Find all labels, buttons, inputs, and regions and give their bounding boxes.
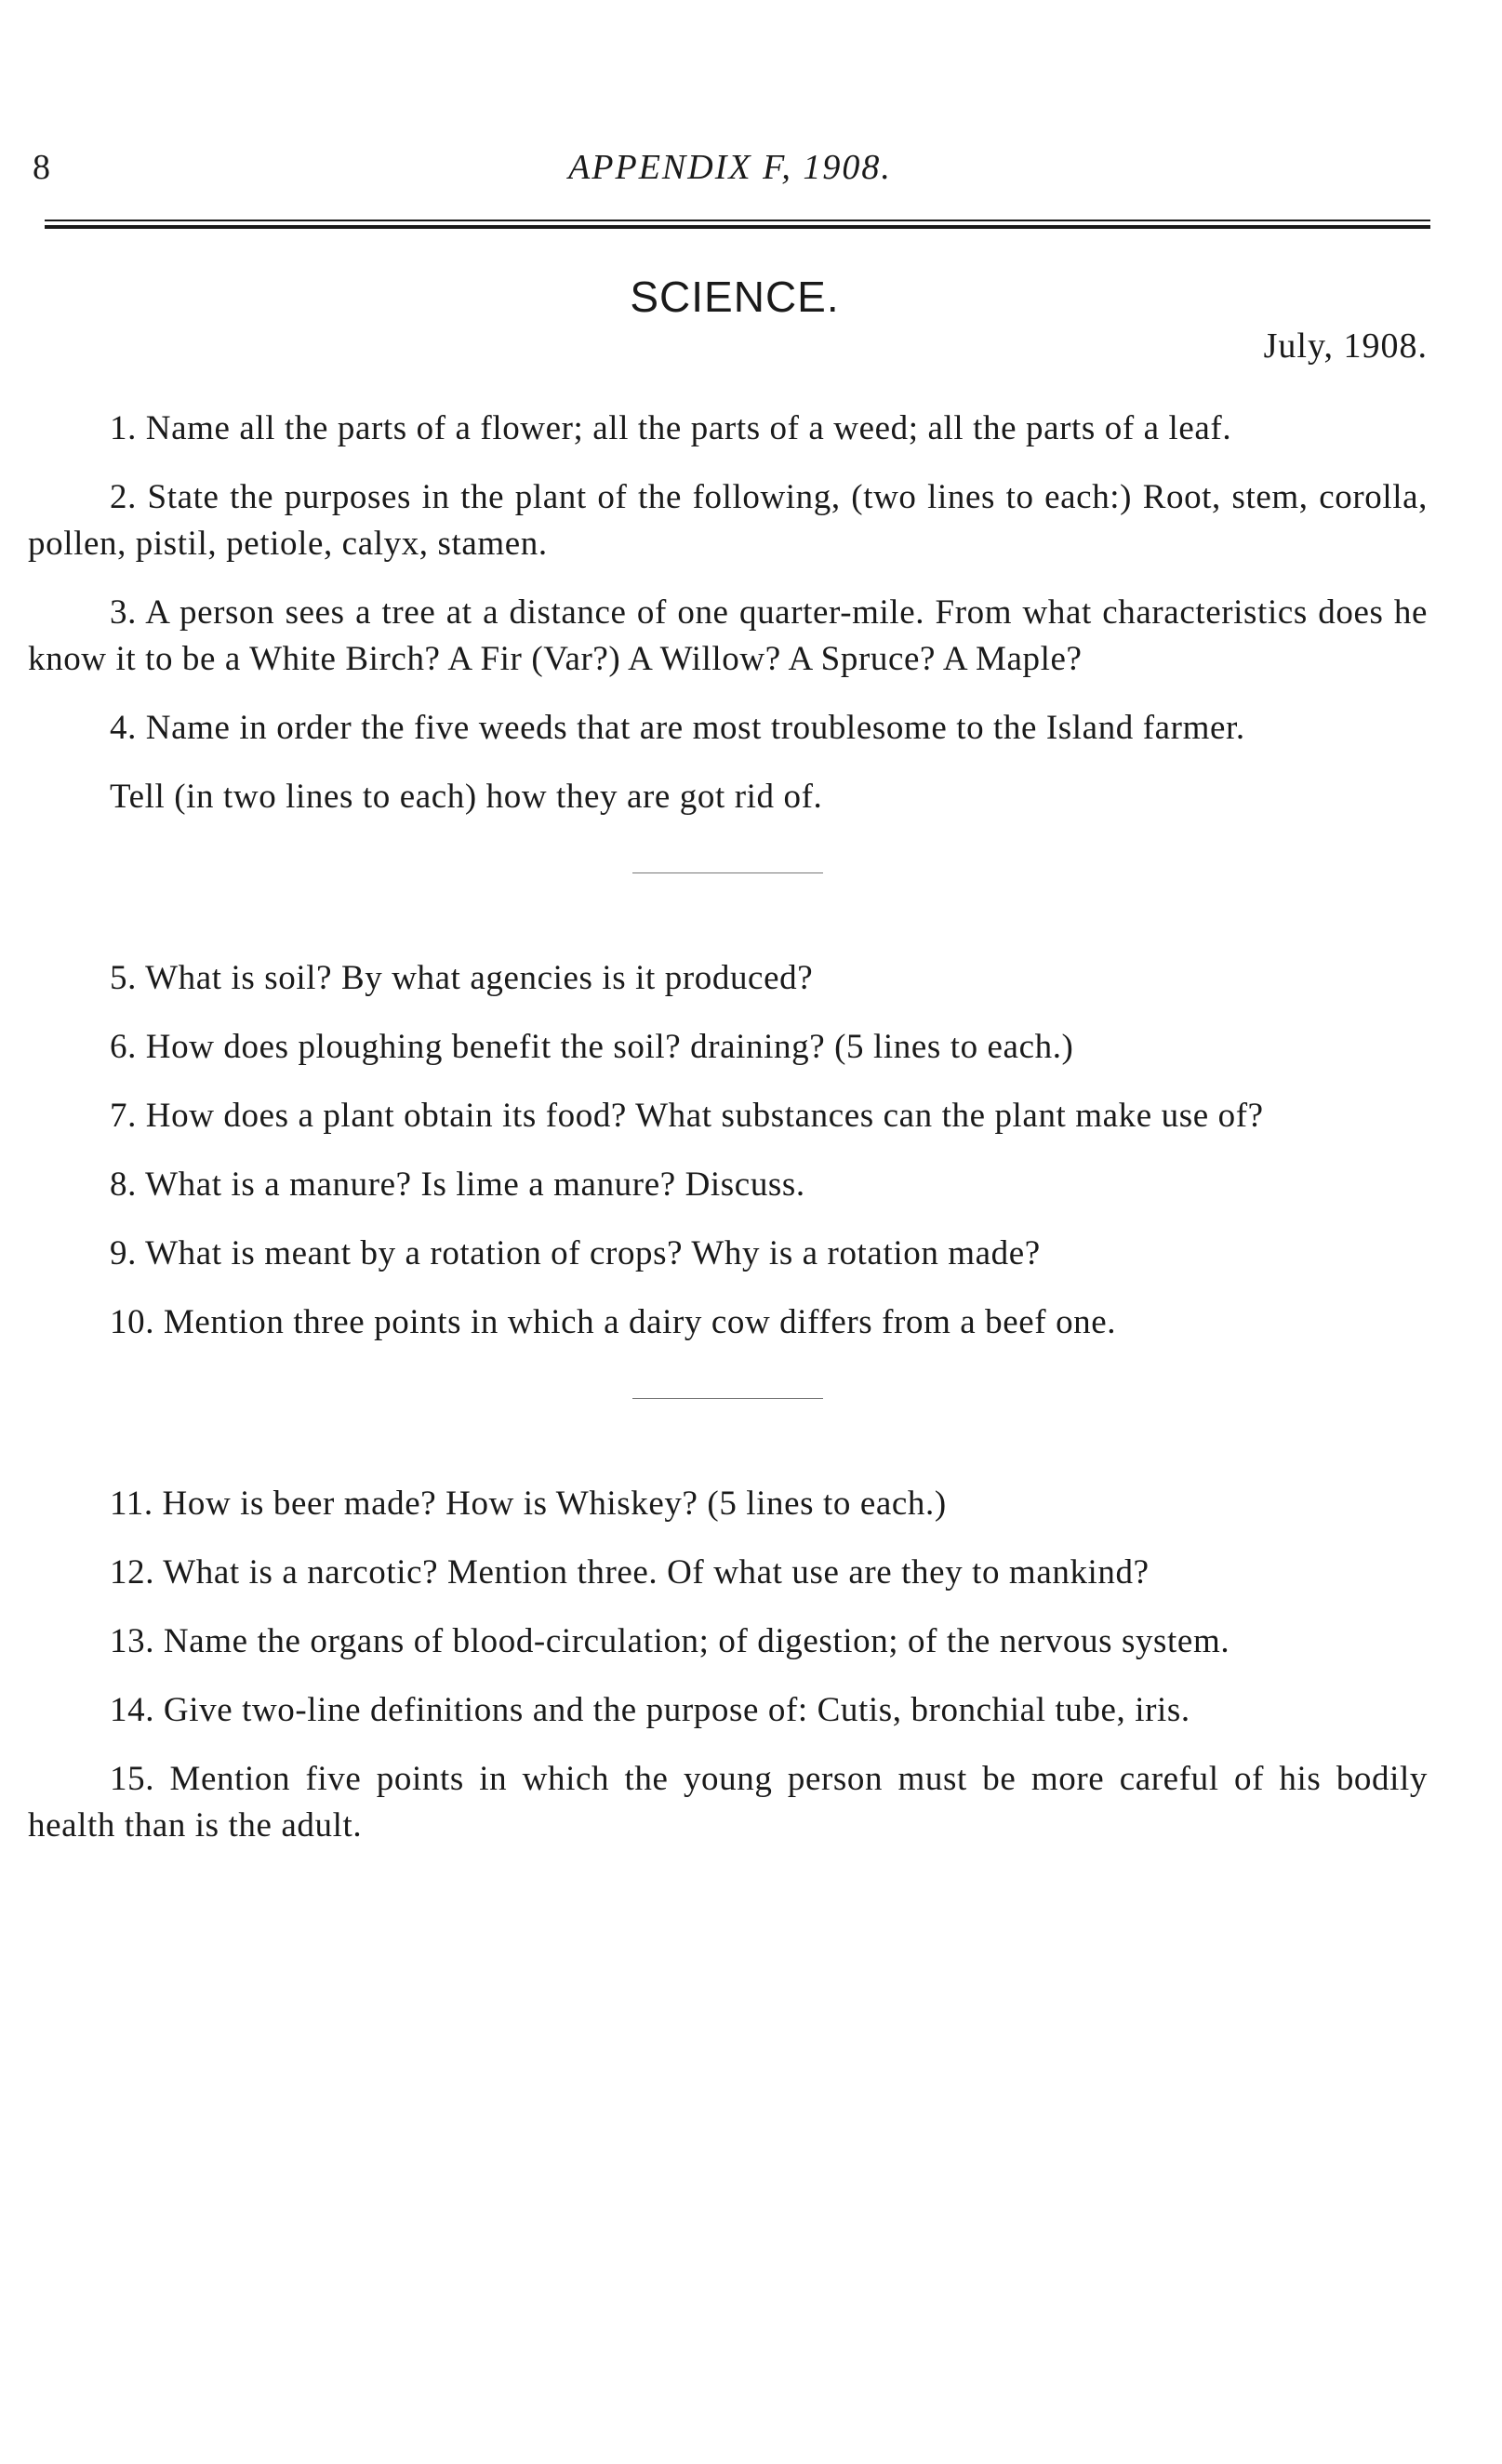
question-2: 2. State the purposes in the plant of the following, (two lines to each:) Root, stem, corolla, pollen, pistil, petiole, calyx, stamen. — [28, 478, 1428, 563]
section-divider-2 — [632, 1398, 823, 1399]
question-4-note: Tell (in two lines to each) how they are got rid of. — [110, 778, 823, 816]
section-divider-1 — [632, 872, 823, 873]
question-9: 9. What is meant by a rotation of crops? Why is a rotation made? — [110, 1234, 1041, 1272]
page-number: 8 — [33, 148, 50, 187]
question-4: 4. Name in order the five weeds that are most troublesome to the Island farmer. — [110, 709, 1245, 747]
header-double-rule — [45, 220, 1430, 229]
question-14: 14. Give two-line definitions and the purpose of: Cutis, bronchial tube, iris. — [110, 1691, 1190, 1729]
question-7: 7. How does a plant obtain its food? What substances can the plant make use of? — [110, 1097, 1264, 1135]
question-6: 6. How does ploughing benefit the soil? draining? (5 lines to each.) — [110, 1028, 1074, 1066]
section-title: SCIENCE. — [630, 273, 840, 321]
question-5: 5. What is soil? By what agencies is it produced? — [110, 959, 814, 997]
question-8: 8. What is a manure? Is lime a manure? Discuss. — [110, 1165, 805, 1204]
running-title: APPENDIX F, 1908. — [568, 148, 892, 187]
running-head — [33, 147, 1428, 193]
exam-date: July, 1908. — [1263, 326, 1428, 366]
question-13: 13. Name the organs of blood-circulation; of digestion; of the nervous system. — [110, 1622, 1230, 1660]
question-11: 11. How is beer made? How is Whiskey? (5 lines to each.) — [110, 1485, 947, 1523]
question-list — [28, 406, 1428, 1871]
question-15: 15. Mention five points in which the young person must be more careful of his bodily health than is the adult. — [28, 1760, 1428, 1845]
question-1: 1. Name all the parts of a flower; all the parts of a weed; all the parts of a leaf. — [110, 409, 1232, 447]
question-12: 12. What is a narcotic? Mention three. Of what use are they to mankind? — [110, 1553, 1150, 1592]
question-10: 10. Mention three points in which a dairy cow differs from a beef one. — [110, 1303, 1117, 1341]
question-3: 3. A person sees a tree at a distance of one quarter-mile. From what characteristics does he know it to be a White Birch? A Fir (Var?) A Willow? A Spruce? A Maple? — [28, 593, 1428, 678]
